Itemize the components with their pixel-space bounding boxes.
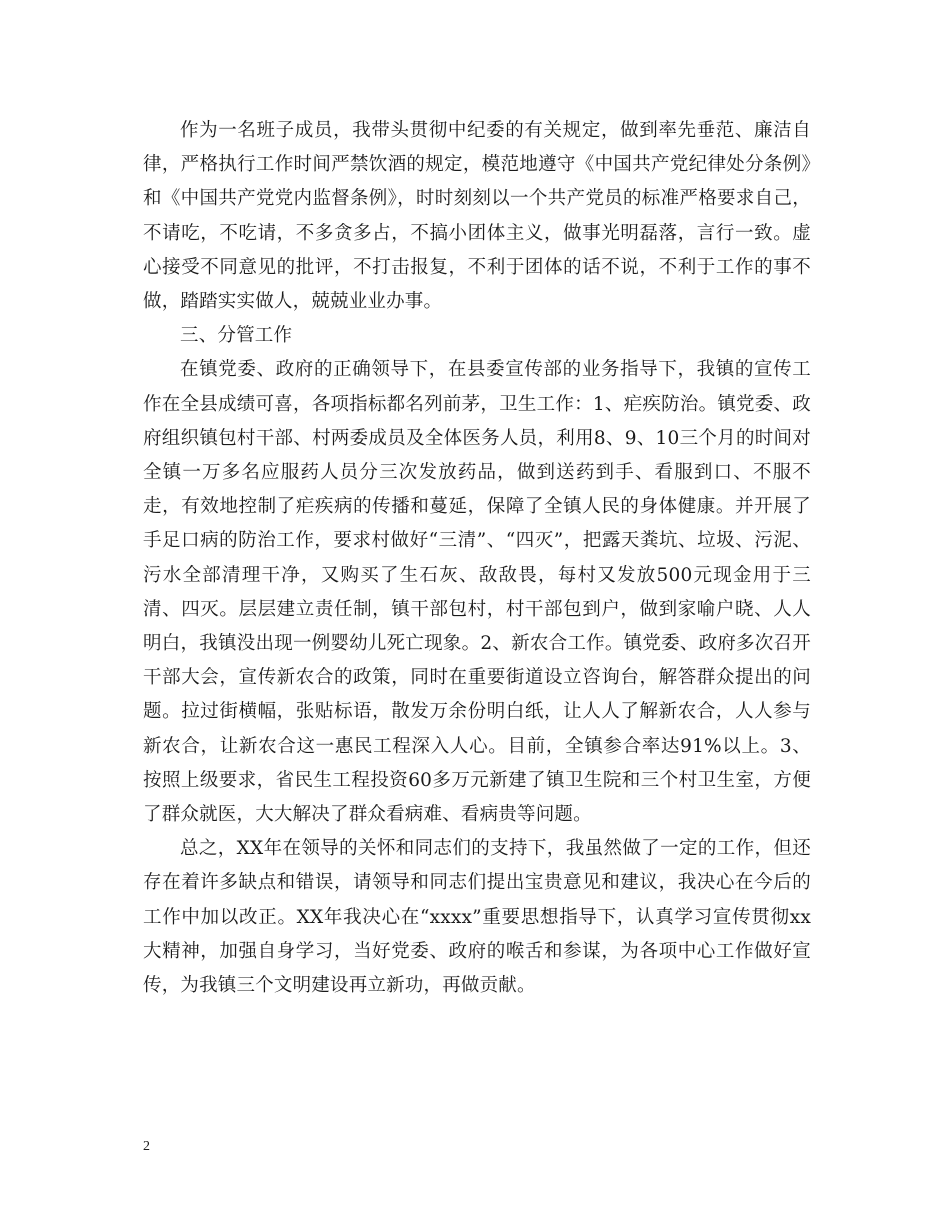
- section-heading-responsibilities: 三、分管工作: [180, 325, 293, 347]
- document-body: [143, 114, 811, 1003]
- paragraph-discipline: 作为一名班子成员，我带头贯彻中纪委的有关规定，做到率先垂范、廉洁自律，严格执行工作时间严禁饮酒的规定，模范地遵守《中国共产党纪律处分条例》和《中国共产党党内监督条例》，时时刻刻以一个共产党员的标准严格要求自己，不请吃，不吃请，不多贪多占，不搞小团体主义，做事光明磊落，言行一致。虚心接受不同意见的批评，不打击报复，不利于团体的话不说，不利于工作的事不做，踏踏实实做人，兢兢业业办事。: [143, 120, 811, 313]
- paragraph-conclusion: 总之，XX年在领导的关怀和同志们的支持下，我虽然做了一定的工作，但还存在着许多缺点和错误，请领导和同志们提出宝贵意见和建议，我决心在今后的工作中加以改正。XX年我决心在“xxxx”重要思想指导下，认真学习宣传贯彻xx大精神，加强自身学习，当好党委、政府的喉舌和参谋，为各项中心工作做好宣传，为我镇三个文明建设再立新功，再做贡献。: [143, 838, 811, 997]
- paragraph-health-work: 在镇党委、政府的正确领导下，在县委宣传部的业务指导下，我镇的宣传工作在全县成绩可喜，各项指标都名列前茅，卫生工作：1、疟疾防治。镇党委、政府组织镇包村干部、村两委成员及全体医务人员，利用8、9、10三个月的时间对全镇一万多名应服药人员分三次发放药品，做到送药到手、看服到口、不服不走，有效地控制了疟疾病的传播和蔓延，保障了全镇人民的身体健康。并开展了手足口病的防治工作，要求村做好“三清”、“四灭”，把露天粪坑、垃圾、污泥、污水全部清理干净，又购买了生石灰、敌敌畏，每村又发放500元现金用于三清、四灭。层层建立责任制，镇干部包村，村干部包到户，做到家喻户晓、人人明白，我镇没出现一例婴幼儿死亡现象。2、新农合工作。镇党委、政府多次召开干部大会，宣传新农合的政策，同时在重要街道设立咨询台，解答群众提出的问题。拉过街横幅，张贴标语，散发万余份明白纸，让人人了解新农合，人人参与新农合，让新农合这一惠民工程深入人心。目前，全镇参合率达91%以上。3、按照上级要求，省民生工程投资60多万元新建了镇卫生院和三个村卫生室，方便了群众就医，大大解决了群众看病难、看病贵等问题。: [143, 359, 811, 826]
- page-number: 2: [143, 1139, 150, 1154]
